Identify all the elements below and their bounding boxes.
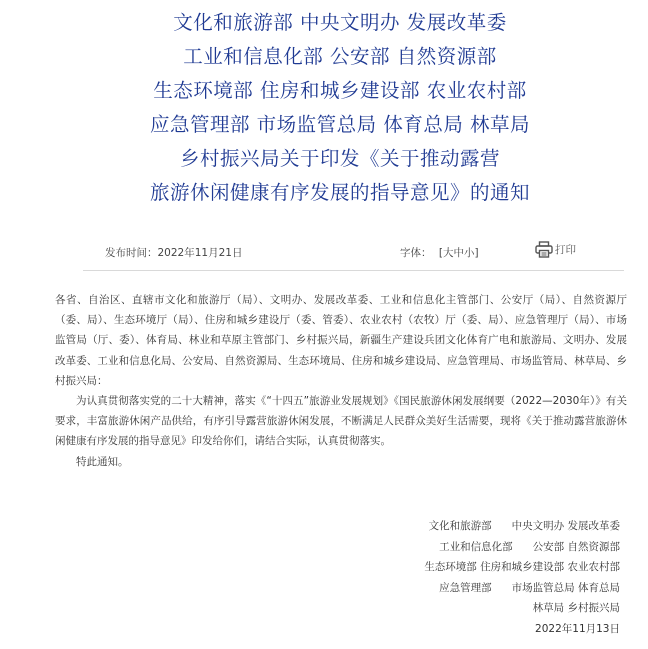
font-size-label: 字体： bbox=[400, 247, 432, 259]
closing-line: 特此通知。 bbox=[76, 455, 129, 468]
font-size-selector bbox=[400, 245, 479, 260]
signature-line: 林草局 乡村振兴局 bbox=[532, 602, 620, 614]
publish-date: 发布时间：2022年11月21日 bbox=[105, 247, 243, 259]
signature-date: 2022年11月13日 bbox=[535, 622, 620, 635]
font-bracket-close: ] bbox=[474, 247, 479, 259]
meta-bar bbox=[83, 232, 624, 271]
title-line: 旅游休闲健康有序发展的指导意见》的通知 bbox=[149, 181, 530, 204]
signature-block bbox=[424, 516, 620, 639]
font-bracket-open: [ bbox=[438, 247, 443, 259]
document-body bbox=[55, 290, 627, 472]
font-size-large[interactable]: 大 bbox=[442, 247, 454, 259]
addressee: 各省、自治区、直辖市文化和旅游厅（局）、文明办、发展改革委、工业和信息化主管部门、公安厅（局）、自然资源厅（委、局）、生态环境厅（局）、住房和城乡建设厅（委、管委）、农业农村（农牧）厅（委、局）、应急管理厅（局）、市场监管局（厅、委）、体育局、林业和草原主管部门、乡村振兴局，新疆生产建设兵团文化体育广电和旅游局、文明办、发展改革委、工业和信息化局、公安局、自然资源局、生态环境局、住房和城乡建设局、应急管理局、市场监管局、林草局、乡村振兴局： bbox=[55, 294, 627, 387]
print-button[interactable] bbox=[535, 241, 576, 258]
signature-line: 应急管理部 市场监管总局 体育总局 bbox=[439, 581, 620, 594]
printer-icon bbox=[535, 241, 553, 258]
print-label: 打印 bbox=[555, 244, 576, 256]
document-title bbox=[0, 6, 648, 210]
title-line: 生态环境部 住房和城乡建设部 农业农村部 bbox=[153, 79, 527, 102]
font-size-medium[interactable]: 中 bbox=[453, 247, 464, 259]
signature-line: 工业和信息化部 公安部 自然资源部 bbox=[439, 540, 620, 553]
title-line: 文化和旅游部 中央文明办 发展改革委 bbox=[173, 11, 507, 34]
title-line: 应急管理部 市场监管总局 体育总局 林草局 bbox=[149, 113, 531, 136]
signature-line: 文化和旅游部 中央文明办 发展改革委 bbox=[428, 520, 620, 532]
main-paragraph: 为认真贯彻落实党的二十大精神，落实《“十四五”旅游业发展规划》《国民旅游休闲发展纲要（2022—2030年）》有关要求，丰富旅游休闲产品供给，有序引导露营旅游休闲发展，不断满足人民群众美好生活需要，现将《关于推动露营旅游休闲健康有序发展的指导意见》印发给你们，请结合实际，认真贯彻落实。 bbox=[55, 395, 627, 448]
font-size-small[interactable]: 小 bbox=[463, 247, 475, 259]
title-line: 工业和信息化部 公安部 自然资源部 bbox=[183, 45, 497, 68]
signature-line: 生态环境部 住房和城乡建设部 农业农村部 bbox=[424, 561, 620, 573]
title-line: 乡村振兴局关于印发《关于推动露营 bbox=[179, 147, 500, 170]
